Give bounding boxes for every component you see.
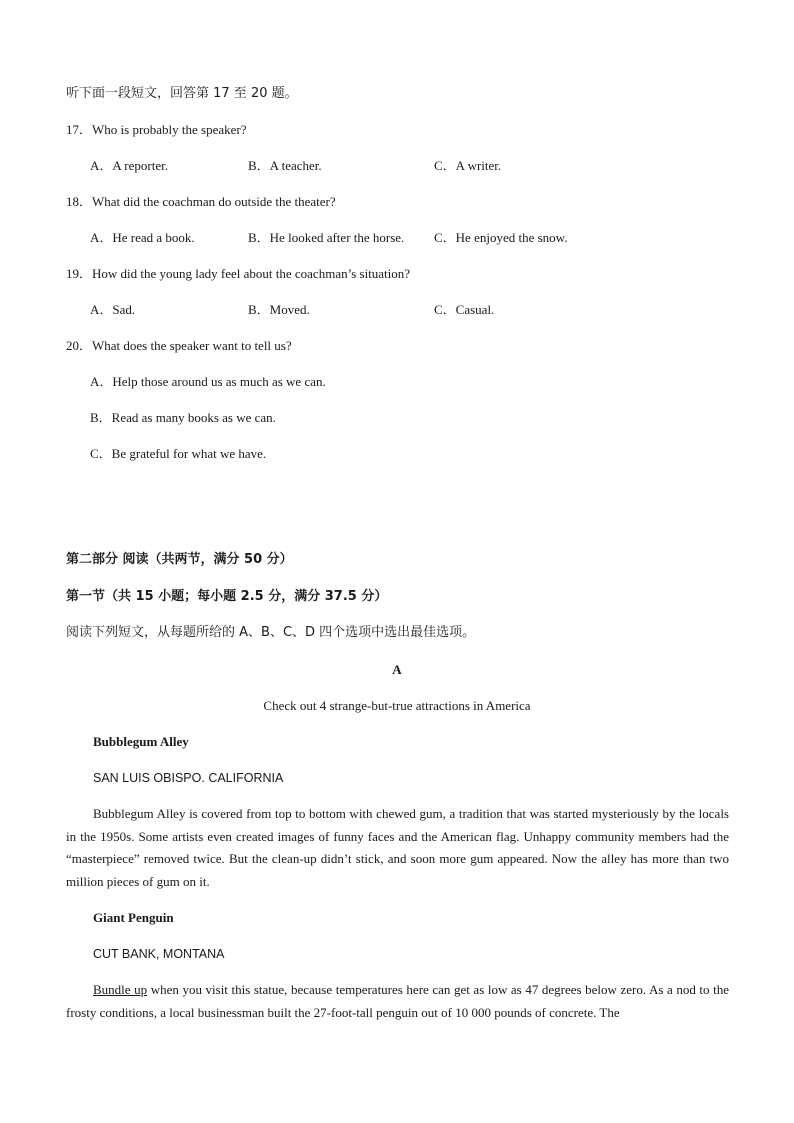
question-20-option-b: B．Read as many books as we can. <box>90 410 276 425</box>
passage-title: Check out 4 strange-but-true attractions in America <box>263 698 531 713</box>
attraction-1-name: Bubblegum Alley <box>93 734 189 749</box>
question-17-option-c: C．A writer. <box>434 158 502 173</box>
reading-section-title: 第一节（共 15 小题；每小题 2.5 分，满分 37.5 分） <box>66 589 388 604</box>
question-18-option-b: B．He looked after the horse. <box>248 230 405 245</box>
attraction-1-location: SAN LUIS OBISPO. CALIFORNIA <box>93 771 284 785</box>
question-19-option-a: A．Sad. <box>90 302 136 317</box>
question-20-stem: 20．What does the speaker want to tell us? <box>66 338 292 353</box>
question-17-stem: 17．Who is probably the speaker? <box>66 122 247 137</box>
reading-instruction: 阅读下列短文，从每题所给的 A、B、C、D 四个选项中选出最佳选项。 <box>66 625 476 640</box>
question-20-option-a: A．Help those around us as much as we can. <box>90 374 326 389</box>
question-17-option-a: A．A reporter. <box>90 158 168 173</box>
question-17-option-b: B．A teacher. <box>248 158 322 173</box>
attraction-2-name: Giant Penguin <box>93 910 174 925</box>
listening-intro: 听下面一段短文，回答第 17 至 20 题。 <box>66 86 298 101</box>
passage-label: A <box>392 662 402 677</box>
question-18-stem: 18．What did the coachman do outside the theater? <box>66 194 336 209</box>
question-20-option-c: C．Be grateful for what we have. <box>90 446 267 461</box>
reading-part-title: 第二部分 阅读（共两节，满分 50 分） <box>66 552 293 567</box>
attraction-2-body: when you visit this statue, because temperatures here can get as low as 47 degrees below zero. As a nod to the frosty conditions, a local businessman built the 27-foot-tall penguin out of 10 000 pounds of concrete. The <box>66 982 729 1020</box>
attraction-2-text <box>66 979 729 1024</box>
question-19-option-b: B．Moved. <box>248 302 310 317</box>
question-18-option-a: A．He read a book. <box>90 230 195 245</box>
question-18-option-c: C．He enjoyed the snow. <box>434 230 568 245</box>
attraction-2-location: CUT BANK, MONTANA <box>93 947 225 961</box>
attraction-1-text: Bubblegum Alley is covered from top to bottom with chewed gum, a tradition that was started mysteriously by the locals in the 1950s. Some artists even created images of funny faces and the American flag. Unhappy community members had the “masterpiece” removed twice. But the clean-up didn’t stick, and soon more gum appeared. Now the alley has more than two million pieces of gum on it. <box>66 806 729 890</box>
attraction-2-underlined-phrase: Bundle up <box>93 982 148 997</box>
question-19-option-c: C．Casual. <box>434 302 495 317</box>
question-19-stem: 19．How did the young lady feel about the coachman’s situation? <box>66 266 411 281</box>
